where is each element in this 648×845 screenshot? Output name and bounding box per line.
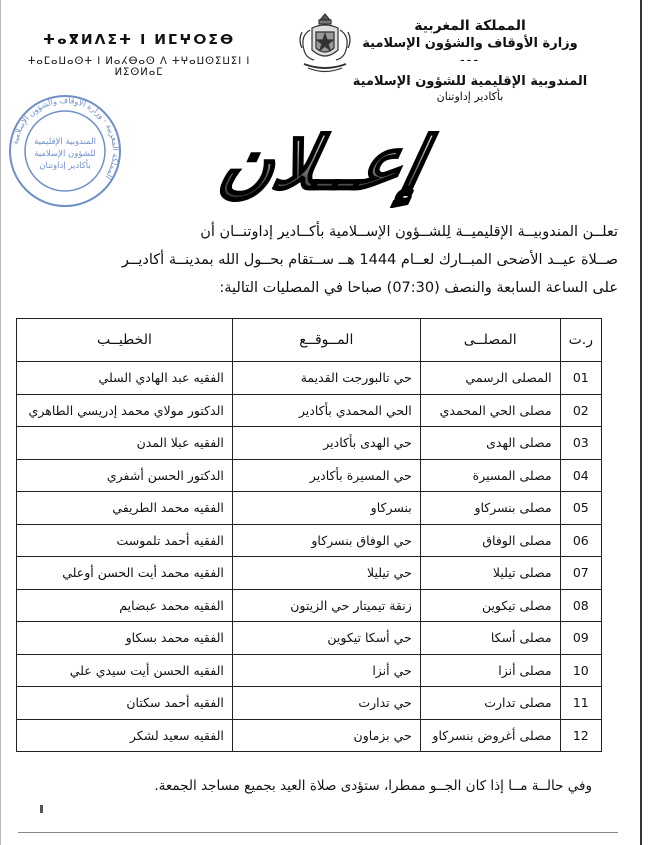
row-place: مصلى بنسركاو [420, 492, 560, 525]
table-row [17, 654, 602, 687]
prayer-grounds-table [16, 318, 602, 752]
delegation-name: المندوبية الإقليمية للشؤون الإسلامية [352, 74, 588, 89]
stamp-outer-text: المملكة المغربية - وزارة الأوقاف والشؤون الإسلامية [10, 95, 121, 181]
announcement-body [28, 218, 618, 302]
row-num: 09 [560, 622, 601, 655]
table-row [17, 524, 602, 557]
row-khatib: الفقيه أحمد سكتان [17, 687, 233, 720]
page-edge-left [0, 0, 1, 845]
tifinagh-ministry: ⵜⴰⵎⴰⵡⴰⵙⵜ ⵏ ⵍⴰⵃⴱⴰⵙ ⴷ ⵜⵖⴰⵡⵙⵉⵡⵉⵏ ⵏ ⵍⵉⵙⵍⴰⵎ [27, 56, 251, 78]
row-place: مصلى تدارت [420, 687, 560, 720]
row-location: الحي المحمدي بأكادير [232, 394, 420, 427]
header-location: المــوقــع [232, 319, 420, 362]
row-num: 03 [560, 427, 601, 460]
row-place: مصلى الهدى [420, 427, 560, 460]
row-khatib: الفقيه سعيد لشكر [17, 719, 233, 752]
row-place: مصلى تيكوين [420, 589, 560, 622]
stamp-inner-line3: بأكادير إداوتنان [39, 161, 91, 171]
row-num: 01 [560, 362, 601, 395]
row-location: حي بزماون [232, 719, 420, 752]
stamp-inner-line1: المندوبية الإقليمية [34, 137, 96, 147]
arabic-letterhead [350, 18, 590, 103]
table-header-row [17, 319, 602, 362]
intro-line-2: صــلاة عيــد الأضحى المبــارك لعــام 1444 هــ ســتقام بحــول الله بمدينــة أكاديــر [121, 252, 618, 268]
intro-line-3: على الساعة السابعة والنصف (07:30) صباحا في المصليات التالية: [219, 280, 618, 296]
table-row [17, 589, 602, 622]
table-row [17, 719, 602, 752]
row-khatib: الفقيه الحسن أيت سيدي علي [17, 654, 233, 687]
row-place: مصلى تيليلا [420, 557, 560, 590]
row-location: حي أنزا [232, 654, 420, 687]
row-num: 02 [560, 394, 601, 427]
row-location: زنقة تيميتار حي الزيتون [232, 589, 420, 622]
row-place: مصلى الحي المحمدي [420, 394, 560, 427]
announcement-title-text: إعــلان [212, 121, 432, 206]
header-separator: --- [459, 53, 481, 68]
row-num: 12 [560, 719, 601, 752]
page-edge-right [640, 0, 642, 845]
official-stamp [6, 92, 124, 210]
row-num: 04 [560, 459, 601, 492]
row-khatib: الفقيه عبد الهادي السلي [17, 362, 233, 395]
row-num: 11 [560, 687, 601, 720]
row-khatib: الفقيه محمد أيت الحسن أوعلي [17, 557, 233, 590]
header-num: ر.ت [560, 319, 601, 362]
table-row [17, 557, 602, 590]
row-place: المصلى الرسمي [420, 362, 560, 395]
tifinagh-kingdom: ⵜⴰⴳⵍⴷⵉⵜ ⵏ ⵍⵎⵖⵔⵉⴱ [42, 32, 236, 48]
row-num: 06 [560, 524, 601, 557]
row-location: بنسركاو [232, 492, 420, 525]
row-location: حي الوفاق بنسركاو [232, 524, 420, 557]
row-place: مصلى أسكا [420, 622, 560, 655]
row-khatib: الفقيه محمد الطريفي [17, 492, 233, 525]
header-khatib: الخطيــب [17, 319, 233, 362]
stamp-inner-line2: للشؤون الإسلامية [34, 149, 96, 159]
row-location: حي أسكا تيكوين [232, 622, 420, 655]
table-row [17, 622, 602, 655]
row-location: حي تدارت [232, 687, 420, 720]
header-place: المصلــى [420, 319, 560, 362]
row-num: 05 [560, 492, 601, 525]
tifinagh-letterhead [14, 32, 264, 78]
table-row [17, 492, 602, 525]
row-place: مصلى المسيرة [420, 459, 560, 492]
delegation-city: بأكادير إداوتنان [436, 90, 504, 103]
row-place: مصلى أغروض بنسركاو [420, 719, 560, 752]
kingdom-name: المملكة المغربية [414, 18, 526, 34]
row-place: مصلى أنزا [420, 654, 560, 687]
row-place: مصلى الوفاق [420, 524, 560, 557]
row-khatib: الفقيه محمد بسكاو [17, 622, 233, 655]
row-location: حي الهدى بأكادير [232, 427, 420, 460]
row-num: 08 [560, 589, 601, 622]
table-row [17, 459, 602, 492]
table-row [17, 362, 602, 395]
page-bottom-rule [18, 832, 618, 833]
row-location: حي تيليلا [232, 557, 420, 590]
rain-notice: وفي حالــة مــا إذا كان الجــو ممطرا، ستؤدى صلاة العيد بجميع مساجد الجمعة. [154, 778, 592, 794]
ministry-name: وزارة الأوقاف والشؤون الإسلامية [362, 36, 578, 51]
row-location: حي المسيرة بأكادير [232, 459, 420, 492]
scan-mark [40, 805, 43, 813]
announcement-title [130, 118, 500, 208]
table-row [17, 394, 602, 427]
row-khatib: الفقيه عبلا المدن [17, 427, 233, 460]
row-location: حي تالبورجت القديمة [232, 362, 420, 395]
intro-line-1: تعلــن المندوبيــة الإقليميــة لِلشــؤون الإســلامية بأكــادير إداوتنــان أن [200, 224, 618, 240]
row-num: 07 [560, 557, 601, 590]
row-num: 10 [560, 654, 601, 687]
row-khatib: الدكتور الحسن أشفري [17, 459, 233, 492]
table-row [17, 687, 602, 720]
row-khatib: الفقيه محمد عبضايم [17, 589, 233, 622]
coat-of-arms-icon [290, 10, 360, 80]
row-khatib: الدكتور مولاي محمد إدريسي الطاهري [17, 394, 233, 427]
row-khatib: الفقيه أحمد تلموست [17, 524, 233, 557]
table-row [17, 427, 602, 460]
